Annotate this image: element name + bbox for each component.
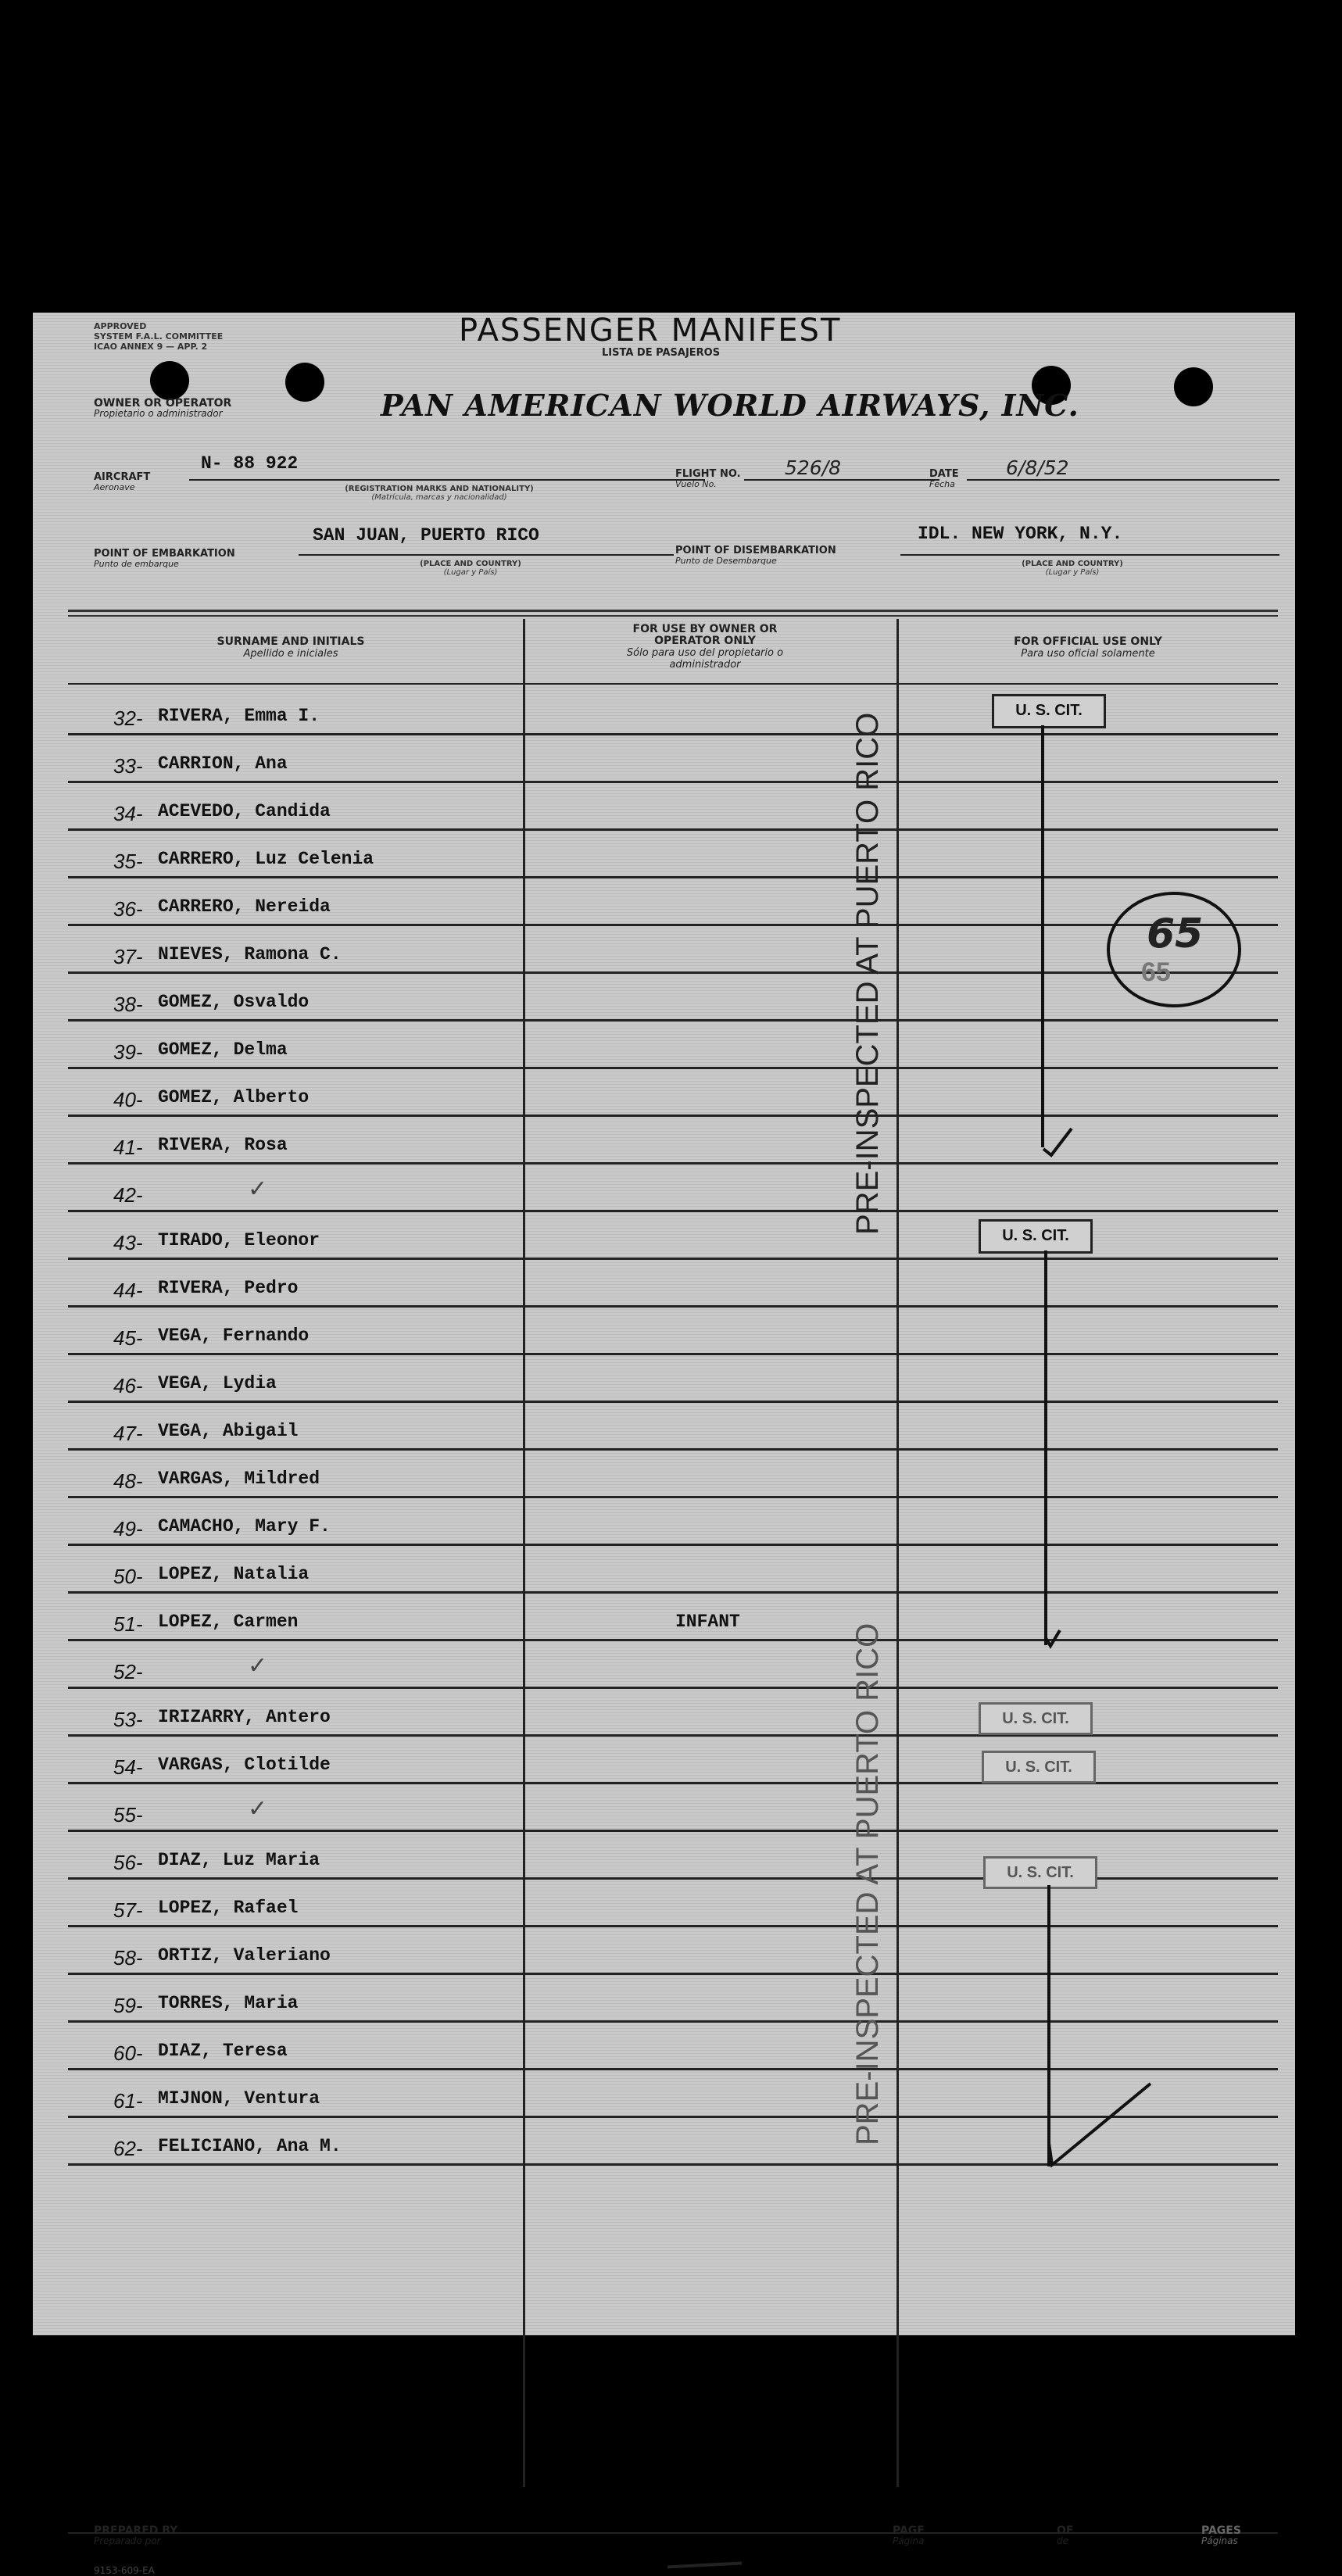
header-bottom-rule (68, 683, 1278, 685)
row-number: 39- (113, 1040, 143, 1064)
passenger-name: GOMEZ, Osvaldo (158, 992, 310, 1012)
table-row (68, 1260, 1278, 1308)
underline (900, 554, 1279, 556)
passenger-name: LOPEZ, Carmen (158, 1612, 299, 1632)
page-label-es: Página (893, 2535, 925, 2546)
punch-hole (1174, 367, 1213, 406)
row-number: 54- (113, 1755, 143, 1779)
faded-count: 65 (1141, 957, 1171, 987)
table-row (68, 1927, 1278, 1975)
embark-value: SAN JUAN, PUERTO RICO (313, 525, 539, 546)
col-header-owner-use-en: FOR USE BY OWNER OR OPERATOR ONLY (632, 623, 778, 647)
footer-rule (68, 2532, 1278, 2534)
check-mark-icon (1044, 2080, 1154, 2174)
passenger-name: RIVERA, Emma I. (158, 706, 320, 726)
col-header-surname (103, 636, 478, 660)
table-row (68, 1069, 1278, 1117)
col-header-official-en: FOR OFFICIAL USE ONLY (1014, 635, 1162, 648)
form-code: 9153-609-EA (94, 2565, 155, 2576)
table-row (68, 1689, 1278, 1737)
manifest-title: PASSENGER MANIFEST (459, 313, 842, 349)
passenger-name: CARRION, Ana (158, 753, 288, 774)
passenger-name: VEGA, Lydia (158, 1373, 277, 1394)
row-number: 47- (113, 1422, 143, 1445)
underline (299, 554, 674, 556)
col-header-owner-use (611, 624, 799, 671)
us-citizen-stamp: U. S. CIT. (982, 1751, 1096, 1784)
row-number: 52- (113, 1660, 143, 1683)
passenger-name: CARRERO, Luz Celenia (158, 849, 374, 869)
passenger-name: CARRERO, Nereida (158, 896, 331, 917)
col-header-owner-use-es: Sólo para uso del propietario o administrador (626, 647, 784, 671)
passenger-name: VARGAS, Mildred (158, 1469, 320, 1489)
table-row (68, 1308, 1278, 1355)
table-row (68, 926, 1278, 974)
registration-note (291, 485, 588, 502)
date-label-en: DATE (929, 468, 959, 480)
registration-note-en: (REGISTRATION MARKS AND NATIONALITY) (345, 485, 534, 493)
row-number: 43- (113, 1231, 143, 1254)
place-note-es: (Lugar y País) (443, 568, 498, 577)
aircraft-label-en: AIRCRAFT (94, 471, 151, 483)
table-row (68, 1975, 1278, 2023)
col-header-official-es: Para uso oficial solamente (1021, 648, 1155, 660)
us-citizen-stamp: U. S. CIT. (979, 1702, 1093, 1735)
underline (967, 479, 1279, 481)
of-label (1057, 2526, 1073, 2546)
disembark-label-en: POINT OF DISEMBARKATION (675, 545, 836, 556)
bracket-line (1044, 1250, 1047, 1645)
row-number: 37- (113, 945, 143, 968)
aircraft-value: N- 88 922 (201, 453, 299, 474)
row-number: 36- (113, 897, 143, 921)
table-row (68, 831, 1278, 878)
disembark-label-es: Punto de Desembarque (675, 556, 777, 566)
table-row (68, 1641, 1278, 1689)
table-row (68, 878, 1278, 926)
table-row (68, 1594, 1278, 1641)
date-value: 6/8/52 (1006, 456, 1069, 479)
row-number: 57- (113, 1898, 143, 1922)
table-row (68, 2023, 1278, 2070)
aircraft-label-es: Aeronave (94, 482, 135, 492)
page-label (893, 2526, 925, 2546)
manifest-subtitle: LISTA DE PASAJEROS (602, 347, 721, 359)
passenger-name: LOPEZ, Rafael (158, 1898, 299, 1918)
table-row (68, 1498, 1278, 1546)
owner-label-es: Propietario o administrador (94, 408, 223, 419)
disembark-value: IDL. NEW YORK, N.Y. (918, 524, 1123, 544)
approval-line: ICAO ANNEX 9 — APP. 2 (94, 342, 208, 352)
passenger-name: NIEVES, Ramona C. (158, 944, 342, 964)
preinspected-stamp: PRE-INSPECTED AT PUERTO RICO (850, 712, 885, 1235)
row-number: 38- (113, 993, 143, 1016)
aircraft-label (94, 472, 150, 492)
punch-hole (285, 363, 324, 402)
underline (189, 479, 705, 481)
passenger-name: DIAZ, Teresa (158, 2041, 288, 2061)
flight-label (675, 469, 741, 489)
passenger-name: DIAZ, Luz Maria (158, 1850, 320, 1870)
passenger-name: FELICIANO, Ana M. (158, 2136, 342, 2156)
table-row (68, 1784, 1278, 1832)
passenger-name: VEGA, Fernando (158, 1326, 310, 1346)
table-row (68, 1403, 1278, 1451)
table-row (68, 1546, 1278, 1594)
row-number: 60- (113, 2041, 143, 2065)
passenger-name: VEGA, Abigail (158, 1421, 299, 1441)
table-row (68, 1212, 1278, 1260)
row-number: 46- (113, 1374, 143, 1397)
row-number: 42- (113, 1183, 143, 1207)
table-row (68, 1165, 1278, 1212)
table-row (68, 783, 1278, 831)
row-number: 35- (113, 850, 143, 873)
passenger-name: RIVERA, Rosa (158, 1135, 288, 1155)
registration-note-es: (Matrícula, marcas y nacionalidad) (371, 493, 507, 502)
embark-label-es: Punto de embarque (94, 559, 179, 569)
table-row (68, 974, 1278, 1021)
col-header-official (963, 636, 1213, 660)
place-note-en: (PLACE AND COUNTRY) (1022, 560, 1123, 568)
owner-note: INFANT (675, 1612, 740, 1632)
row-number: 33- (113, 754, 143, 778)
approval-note (94, 321, 223, 352)
row-number: 58- (113, 1946, 143, 1970)
flight-label-en: FLIGHT NO. (675, 468, 741, 480)
table-top-rule (68, 610, 1278, 612)
of-label-es: de (1057, 2535, 1068, 2546)
passenger-name: GOMEZ, Delma (158, 1039, 288, 1060)
col-header-surname-en: SURNAME AND INITIALS (217, 635, 365, 648)
pages-label-en: PAGES (1201, 2524, 1241, 2537)
airline-name: PAN AMERICAN WORLD AIRWAYS, INC. (381, 388, 1079, 423)
punch-hole (150, 361, 189, 400)
prepared-by-es: Preparado por (94, 2535, 161, 2546)
row-number: 49- (113, 1517, 143, 1540)
page-label-en: PAGE (893, 2524, 925, 2537)
passenger-name: CAMACHO, Mary F. (158, 1516, 331, 1537)
us-citizen-stamp: U. S. CIT. (983, 1856, 1097, 1889)
passenger-name: RIVERA, Pedro (158, 1278, 299, 1298)
prepared-by-label (94, 2526, 177, 2546)
pages-label (1201, 2526, 1241, 2546)
of-label-en: OF (1057, 2524, 1074, 2537)
row-number: 34- (113, 802, 143, 825)
approval-line: SYSTEM F.A.L. COMMITTEE (94, 331, 224, 342)
pen-mark (667, 2562, 742, 2569)
row-number: 32- (113, 707, 143, 730)
passenger-name: GOMEZ, Alberto (158, 1087, 310, 1107)
passenger-name: TIRADO, Eleonor (158, 1230, 320, 1250)
bracket-line (1041, 725, 1044, 1147)
passenger-name: LOPEZ, Natalia (158, 1564, 310, 1584)
passenger-name: ACEVEDO, Candida (158, 801, 331, 821)
manifest-sheet (33, 313, 1295, 2576)
circled-count: 65 (1147, 911, 1204, 957)
passenger-name: VARGAS, Clotilde (158, 1755, 331, 1775)
passenger-name: IRIZARRY, Antero (158, 1707, 331, 1727)
row-number: 53- (113, 1708, 143, 1731)
passenger-name: MIJNON, Ventura (158, 2088, 320, 2109)
row-number: 48- (113, 1469, 143, 1493)
embark-label (94, 549, 235, 569)
row-number: 40- (113, 1088, 143, 1111)
row-number: 45- (113, 1326, 143, 1350)
row-number: 50- (113, 1565, 143, 1588)
row-number: 44- (113, 1279, 143, 1302)
row-number: 41- (113, 1136, 143, 1159)
check-mark-icon (1041, 1626, 1065, 1649)
row-number: 55- (113, 1803, 143, 1826)
table-top-rule (68, 615, 1278, 617)
date-label-es: Fecha (929, 479, 955, 489)
row-number: 51- (113, 1612, 143, 1636)
us-citizen-stamp: U. S. CIT. (992, 694, 1106, 728)
us-citizen-stamp: U. S. CIT. (979, 1219, 1093, 1254)
passenger-name: ORTIZ, Valeriano (158, 1945, 331, 1966)
table-row (68, 1737, 1278, 1784)
flight-label-es: Vuelo No. (675, 479, 717, 489)
place-note-es: (Lugar y País) (1045, 568, 1100, 577)
place-note-en: (PLACE AND COUNTRY) (420, 560, 521, 568)
underline (744, 479, 939, 481)
preinspected-stamp: PRE-INSPECTED AT PUERTO RICO (850, 1623, 885, 2145)
check-mark-icon: ✓ (248, 1175, 268, 1203)
table-row (68, 1117, 1278, 1165)
prepared-by-en: PREPARED BY (94, 2524, 178, 2537)
owner-label (94, 399, 231, 419)
table-row (68, 1021, 1278, 1069)
embark-place-note (385, 560, 556, 577)
row-number: 59- (113, 1994, 143, 2017)
check-mark-icon: ✓ (248, 1795, 268, 1823)
check-mark-icon: ✓ (248, 1652, 268, 1680)
date-label (929, 469, 959, 489)
row-number: 62- (113, 2137, 143, 2160)
table-row (68, 735, 1278, 783)
pages-label-es: Páginas (1201, 2535, 1238, 2546)
table-row (68, 1355, 1278, 1403)
row-number: 56- (113, 1851, 143, 1874)
check-mark-icon (1037, 1125, 1076, 1157)
passenger-name: TORRES, Maria (158, 1993, 299, 2013)
owner-label-en: OWNER OR OPERATOR (94, 397, 232, 410)
embark-label-en: POINT OF EMBARKATION (94, 548, 235, 560)
approval-line: APPROVED (94, 321, 147, 331)
col-header-surname-es: Apellido e iniciales (243, 648, 338, 660)
row-number: 61- (113, 2089, 143, 2113)
disembark-label (675, 546, 836, 566)
table-row (68, 1451, 1278, 1498)
disembark-place-note (986, 560, 1158, 577)
flight-value: 526/8 (785, 456, 842, 479)
